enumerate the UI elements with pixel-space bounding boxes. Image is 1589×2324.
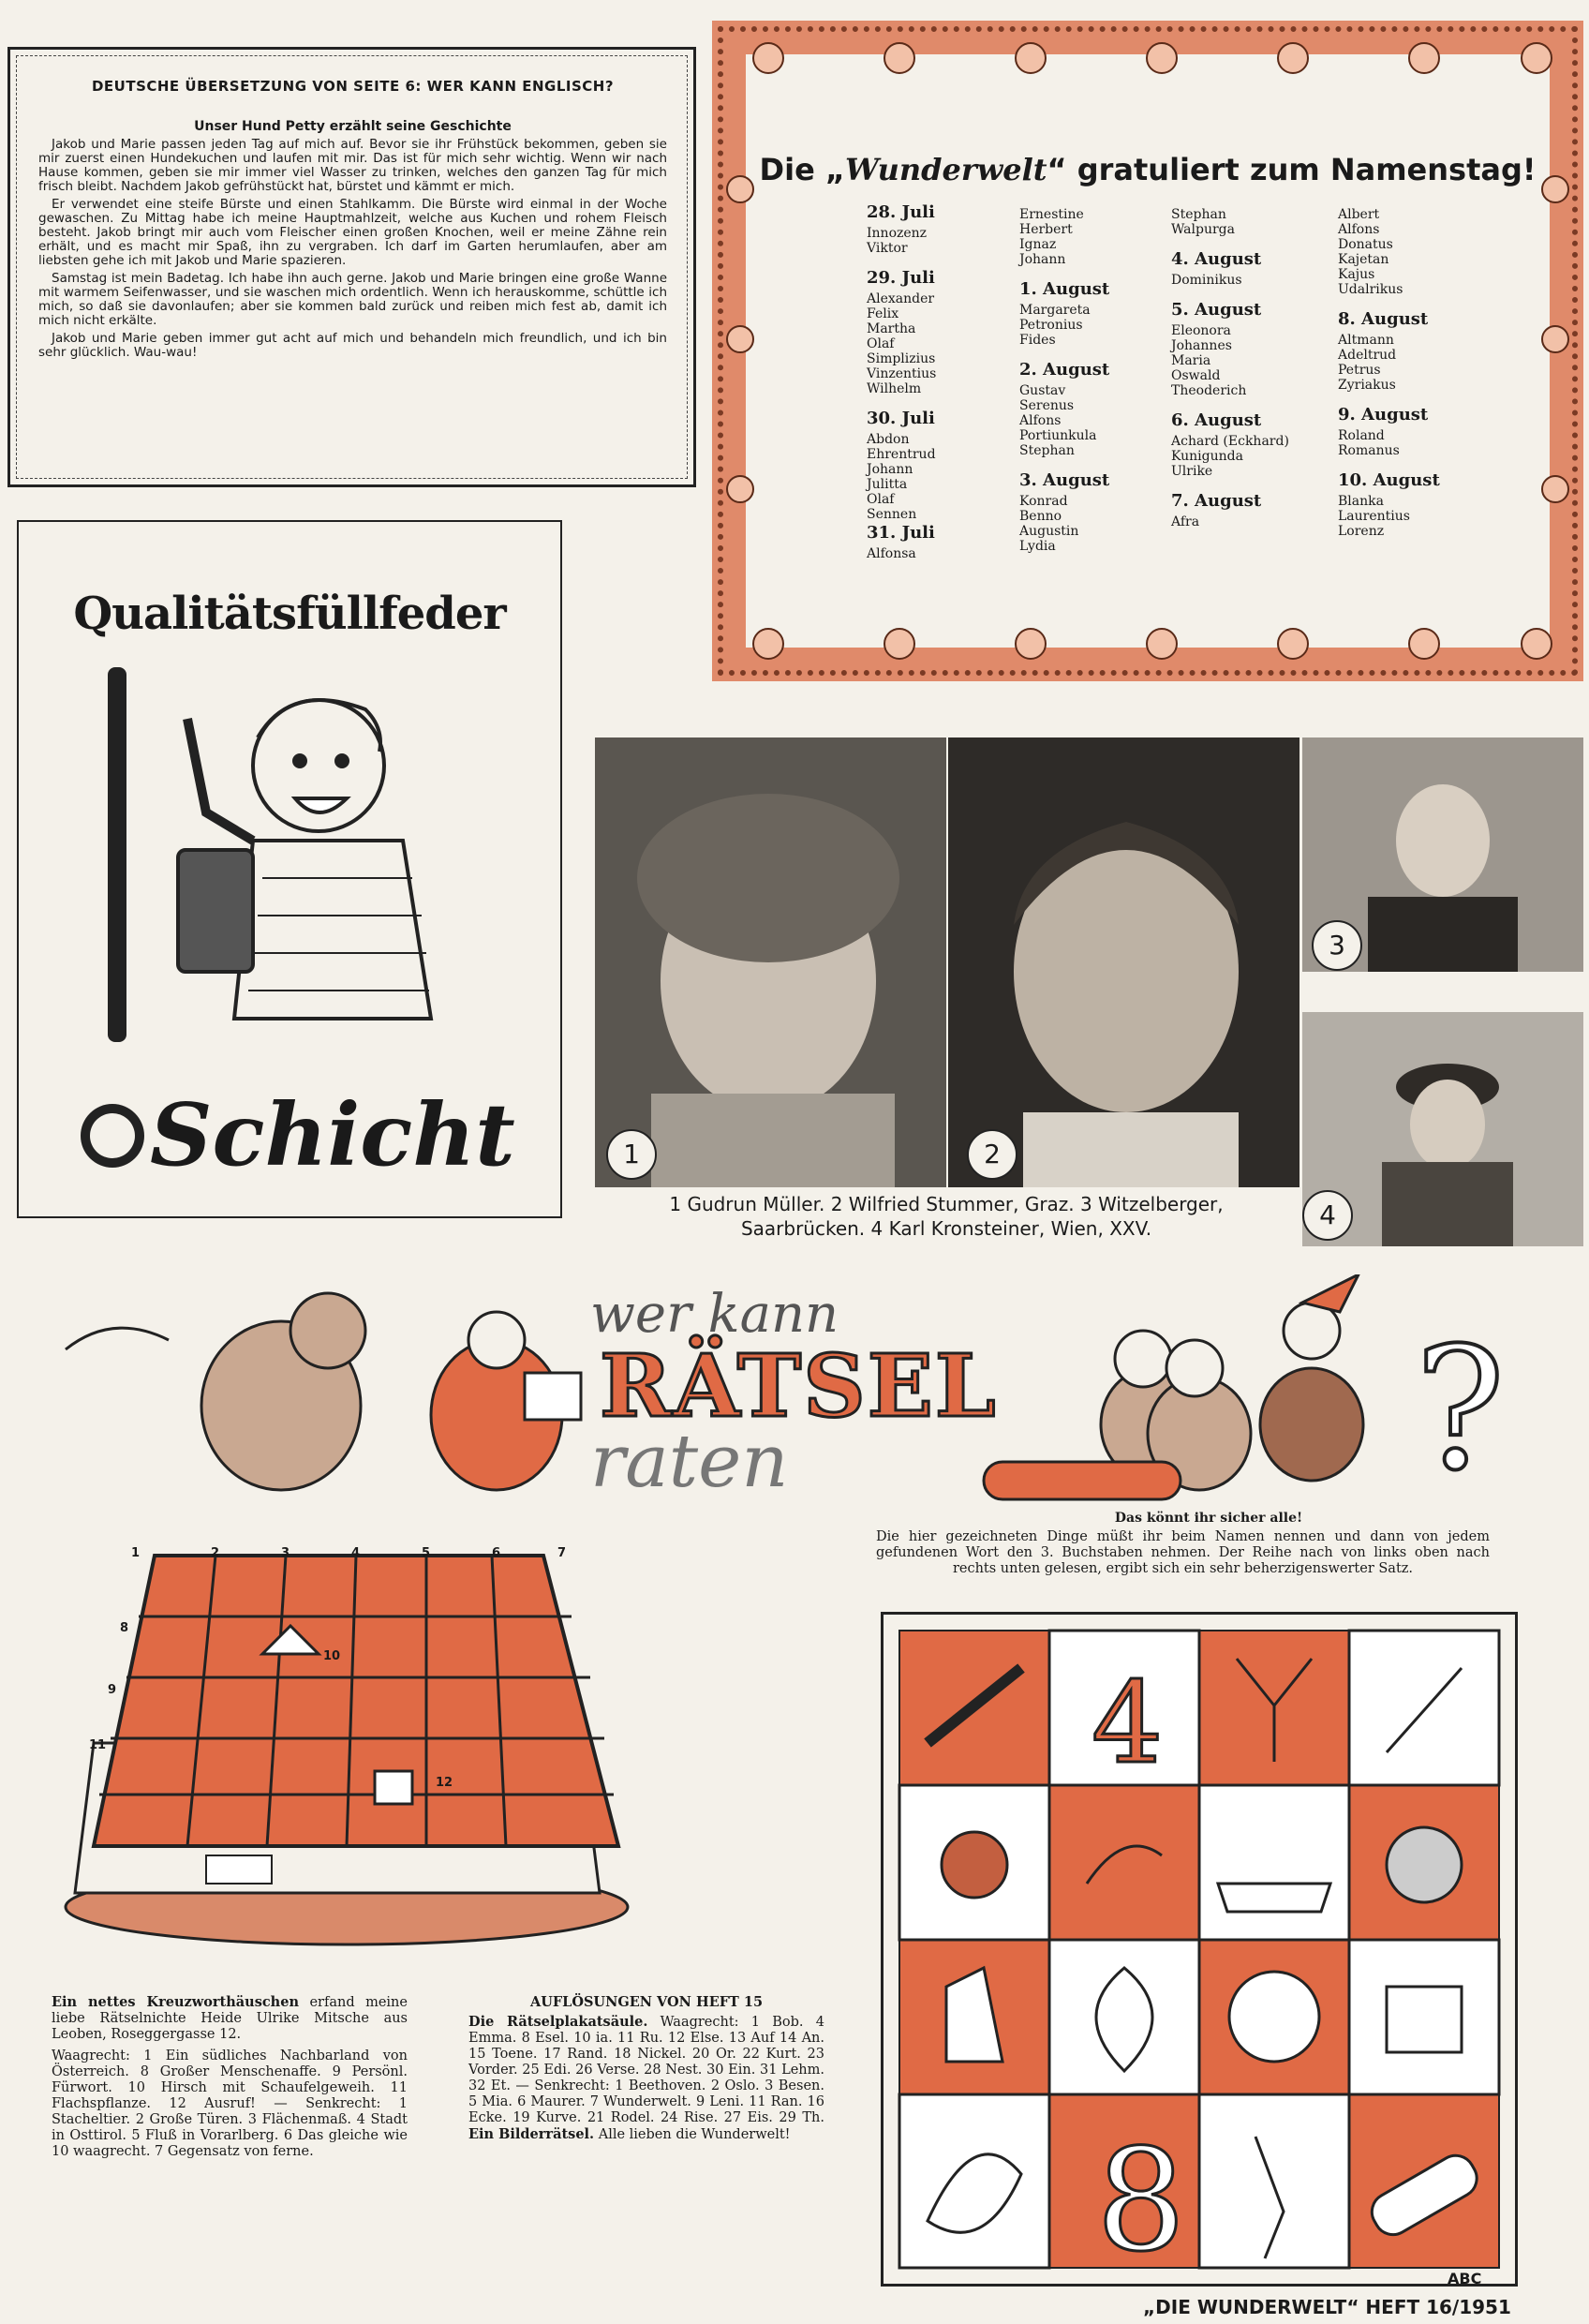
banner-word-3: raten xyxy=(590,1420,789,1504)
svg-text:4: 4 xyxy=(1092,1659,1164,1789)
girl-portrait xyxy=(595,737,946,1187)
cell-number: 2 xyxy=(211,1546,220,1560)
question-mark: ? xyxy=(1415,1312,1506,1508)
magazine-name: Wunderwelt xyxy=(844,152,1047,187)
photo-2 xyxy=(948,737,1299,1187)
nameday-column-2: Ernestine Herbert Ignaz Johann 1. August Margareta Petronius Fides 2. August Gustav Serenus Alfons Portiunkula Stephan 3. August Konrad Benno Augustin Lydia xyxy=(1019,207,1110,554)
banner-word-2: RÄTSEL xyxy=(600,1335,998,1437)
photo-caption: 1 Gudrun Müller. 2 Wilfried Stummer, Graz. 3 Witzelberger, Saarbrücken. 4 Karl Kronsteiner, Wien, XXV. xyxy=(669,1193,1224,1240)
story-paragraph: Samstag ist mein Badetag. Ich habe ihn auch gerne. Jakob und Marie bringen eine große Wanne mit warmem Seifenwasser, und sie waschen mich ordentlich. Wenn ich herauskomme, schüttle ich mich, so daß sie davonlaufen; aber sie kommen bald zurück und reiben mich fest ab, damit ich mich nicht erkälte. xyxy=(38,271,667,328)
nameday-headline: Die „Wunderwelt“ gratuliert zum Namenstag! xyxy=(759,152,1537,187)
boy-portrait xyxy=(948,737,1299,1187)
nameday-column-1: 28. Juli Innozenz Viktor 29. Juli Alexander Felix Martha Olaf Simplizius Vinzentius Wilhelm 30. Juli Abdon Ehrentrud Johann Julitta Olaf Sennen 31. Juli Alfonsa xyxy=(867,202,937,561)
story-paragraph: Jakob und Marie geben immer gut acht auf mich und behandeln mich freundlich, und ich bin sehr glücklich. Wau-wau! xyxy=(38,331,667,360)
nameday-column-3: Stephan Walpurga 4. August Dominikus 5. August Eleonora Johannes Maria Oswald Theoderich 6. August Achard (Eckhard) Kunigunda Ulrike 7. August Afra xyxy=(1171,207,1289,529)
story-paragraph: Jakob und Marie passen jeden Tag auf mich auf. Bevor sie ihr Frühstück bekommen, geben sie mir zuerst einen Hundekuchen und laufen mit mir. Das ist für mich sehr wichtig. Wenn wir nach Hause kommen, geben sie mir immer viel Wasser zu trinken, welches den ganzen Tag für mich frisch bleibt. Nachdem Jakob gefrühstückt hat, bürstet und kämmt er mich. xyxy=(38,137,667,194)
nameday-box xyxy=(712,21,1583,681)
cell-number: 11 xyxy=(89,1738,107,1752)
artist-signature: ABC xyxy=(1448,2270,1482,2287)
story-title: Unser Hund Petty erzählt seine Geschichte xyxy=(194,119,512,134)
fountain-pen-ad xyxy=(17,520,562,1218)
raetsel-banner xyxy=(56,1274,1574,1518)
cell-number: 1 xyxy=(131,1546,141,1560)
svg-text:8: 8 xyxy=(1096,2120,1186,2283)
puzzle-instructions: Die hier gezeichneten Dinge müßt ihr beim Namen nennen und dann von jedem gefundenen Wort den 3. Buchstaben nehmen. Der Reihe nach von links oben nach rechts unten gelesen, ergibt sich ein sehr beherzigenswerter Satz. xyxy=(876,1529,1490,1576)
cell-number: 12 xyxy=(436,1776,453,1790)
photo-number: 2 xyxy=(967,1129,1017,1180)
cell-number: 7 xyxy=(557,1546,567,1560)
photo-1 xyxy=(595,737,946,1187)
schicht-logo-icon xyxy=(75,1098,150,1173)
cell-number: 5 xyxy=(422,1546,431,1560)
story-paragraph: Er verwendet eine steife Bürste und einen Stahlkamm. Die Bürste wird einmal in der Woche gewaschen. Zu Mittag habe ich meine Hauptmahlzeit, welche aus Kuchen und rohem Fleisch besteht. Jakob bringt mir auch vom Fleischer einen großen Knochen, weil er meine Zähne rein erhält, und es macht mir Spaß, ihn zu vergraben. Ich darf im Garten herumlaufen, aber am liebsten gehe ich mit Jakob und Marie spazieren. xyxy=(38,197,667,268)
crossword-clues: Waagrecht: 1 Ein südliches Nachbarland von Österreich. 8 Großer Menschenaffe. 9 Persönl. Fürwort. 10 Hirsch mit Schaufelgeweih. 11 Flachspflanze. 12 Ausruf! — Senkrecht: 1 Stacheltier. 2 Große Türen. 3 Flächenmaß. 4 Stadt in Osttirol. 5 Fluß in Vorarlberg. 6 Das gleiche wie 10 waagrecht. 7 Gegensatz von ferne. xyxy=(52,2048,408,2159)
banner-word-1: wer kann xyxy=(590,1284,839,1345)
picture-puzzle xyxy=(881,1612,1518,2287)
cell-number: 6 xyxy=(492,1546,501,1560)
solutions-section: AUFLÖSUNGEN VON HEFT 15 Die Rätselplakatsäule. Waagrecht: 1 Bob. 4 Emma. 8 Esel. 10 ia. 11 Ru. 12 Else. 13 Auf 14 An. 15 Toene. 17 Rand. 18 Nickel. 20 Or. 22 Kurt. 23 Vorder. 25 Edi. 26 Verse. 28 Nest. 30 Ein. 31 Lehm. 32 Et. — Senkrecht: 1 Beethoven. 2 Oslo. 3 Besen. 5 Mia. 6 Maurer. 7 Wunderwelt. 9 Leni. 11 Ran. 16 Ecke. 19 Kurve. 21 Rodel. 24 Rise. 27 Eis. 29 Th. Ein Bilderrätsel. Alle lieben die Wunderwelt! xyxy=(468,1994,824,2142)
page-footer: „DIE WUNDERWELT“ HEFT 16/1951 xyxy=(1143,2296,1511,2318)
photo-3 xyxy=(1302,737,1583,972)
puzzle-title: Das könnt ihr sicher alle! xyxy=(1114,1511,1303,1526)
ad-brand: Schicht xyxy=(150,1084,515,1185)
cell-number: 8 xyxy=(120,1621,129,1635)
cell-number: 9 xyxy=(108,1683,117,1697)
cell-number: 4 xyxy=(351,1546,361,1560)
house-illustration xyxy=(37,1537,637,1949)
translation-box xyxy=(7,47,696,487)
photo-number: 3 xyxy=(1312,920,1362,971)
crossword-description: Ein nettes Kreuzworthäuschen erfand meine liebe Rätselnichte Heide Ulrike Mitsche aus Leoben, Roseggergasse 12. Waagrecht: 1 Ein südliches Nachbarland von Österreich. 8 Großer Menschenaffe. 9 Persönl. Fürwort. 10 Hirsch mit Schaufelgeweih. 11 Flachspflanze. 12 Ausruf! — Senkrecht: 1 Stacheltier. 2 Große Türen. 3 Flächenmaß. 4 Stadt in Osttirol. 5 Fluß in Vorarlberg. 6 Das gleiche wie 10 waagrecht. 7 Gegensatz von ferne. xyxy=(52,1994,408,2159)
photo-number: 4 xyxy=(1302,1190,1353,1241)
fountain-pen-illustration xyxy=(108,667,126,1042)
photo-number: 1 xyxy=(606,1129,657,1180)
nameday-column-4: Albert Alfons Donatus Kajetan Kajus Udalrikus 8. August Altmann Adeltrud Petrus Zyriakus 9. August Roland Romanus 10. August Blanka Laurentius Lorenz xyxy=(1338,207,1440,539)
ad-headline: Qualitätsfüllfeder xyxy=(73,588,506,640)
crossword-house xyxy=(37,1537,637,1949)
boy-illustration xyxy=(150,663,487,1084)
solutions-title: AUFLÖSUNGEN VON HEFT 15 xyxy=(529,1994,764,2010)
cell-number: 10 xyxy=(323,1649,341,1663)
puzzle-grid xyxy=(881,1612,1518,2287)
translation-title: DEUTSCHE ÜBERSETZUNG VON SEITE 6: WER KANN ENGLISCH? xyxy=(91,78,615,95)
cell-number: 3 xyxy=(281,1546,290,1560)
photo-4 xyxy=(1302,1012,1583,1246)
